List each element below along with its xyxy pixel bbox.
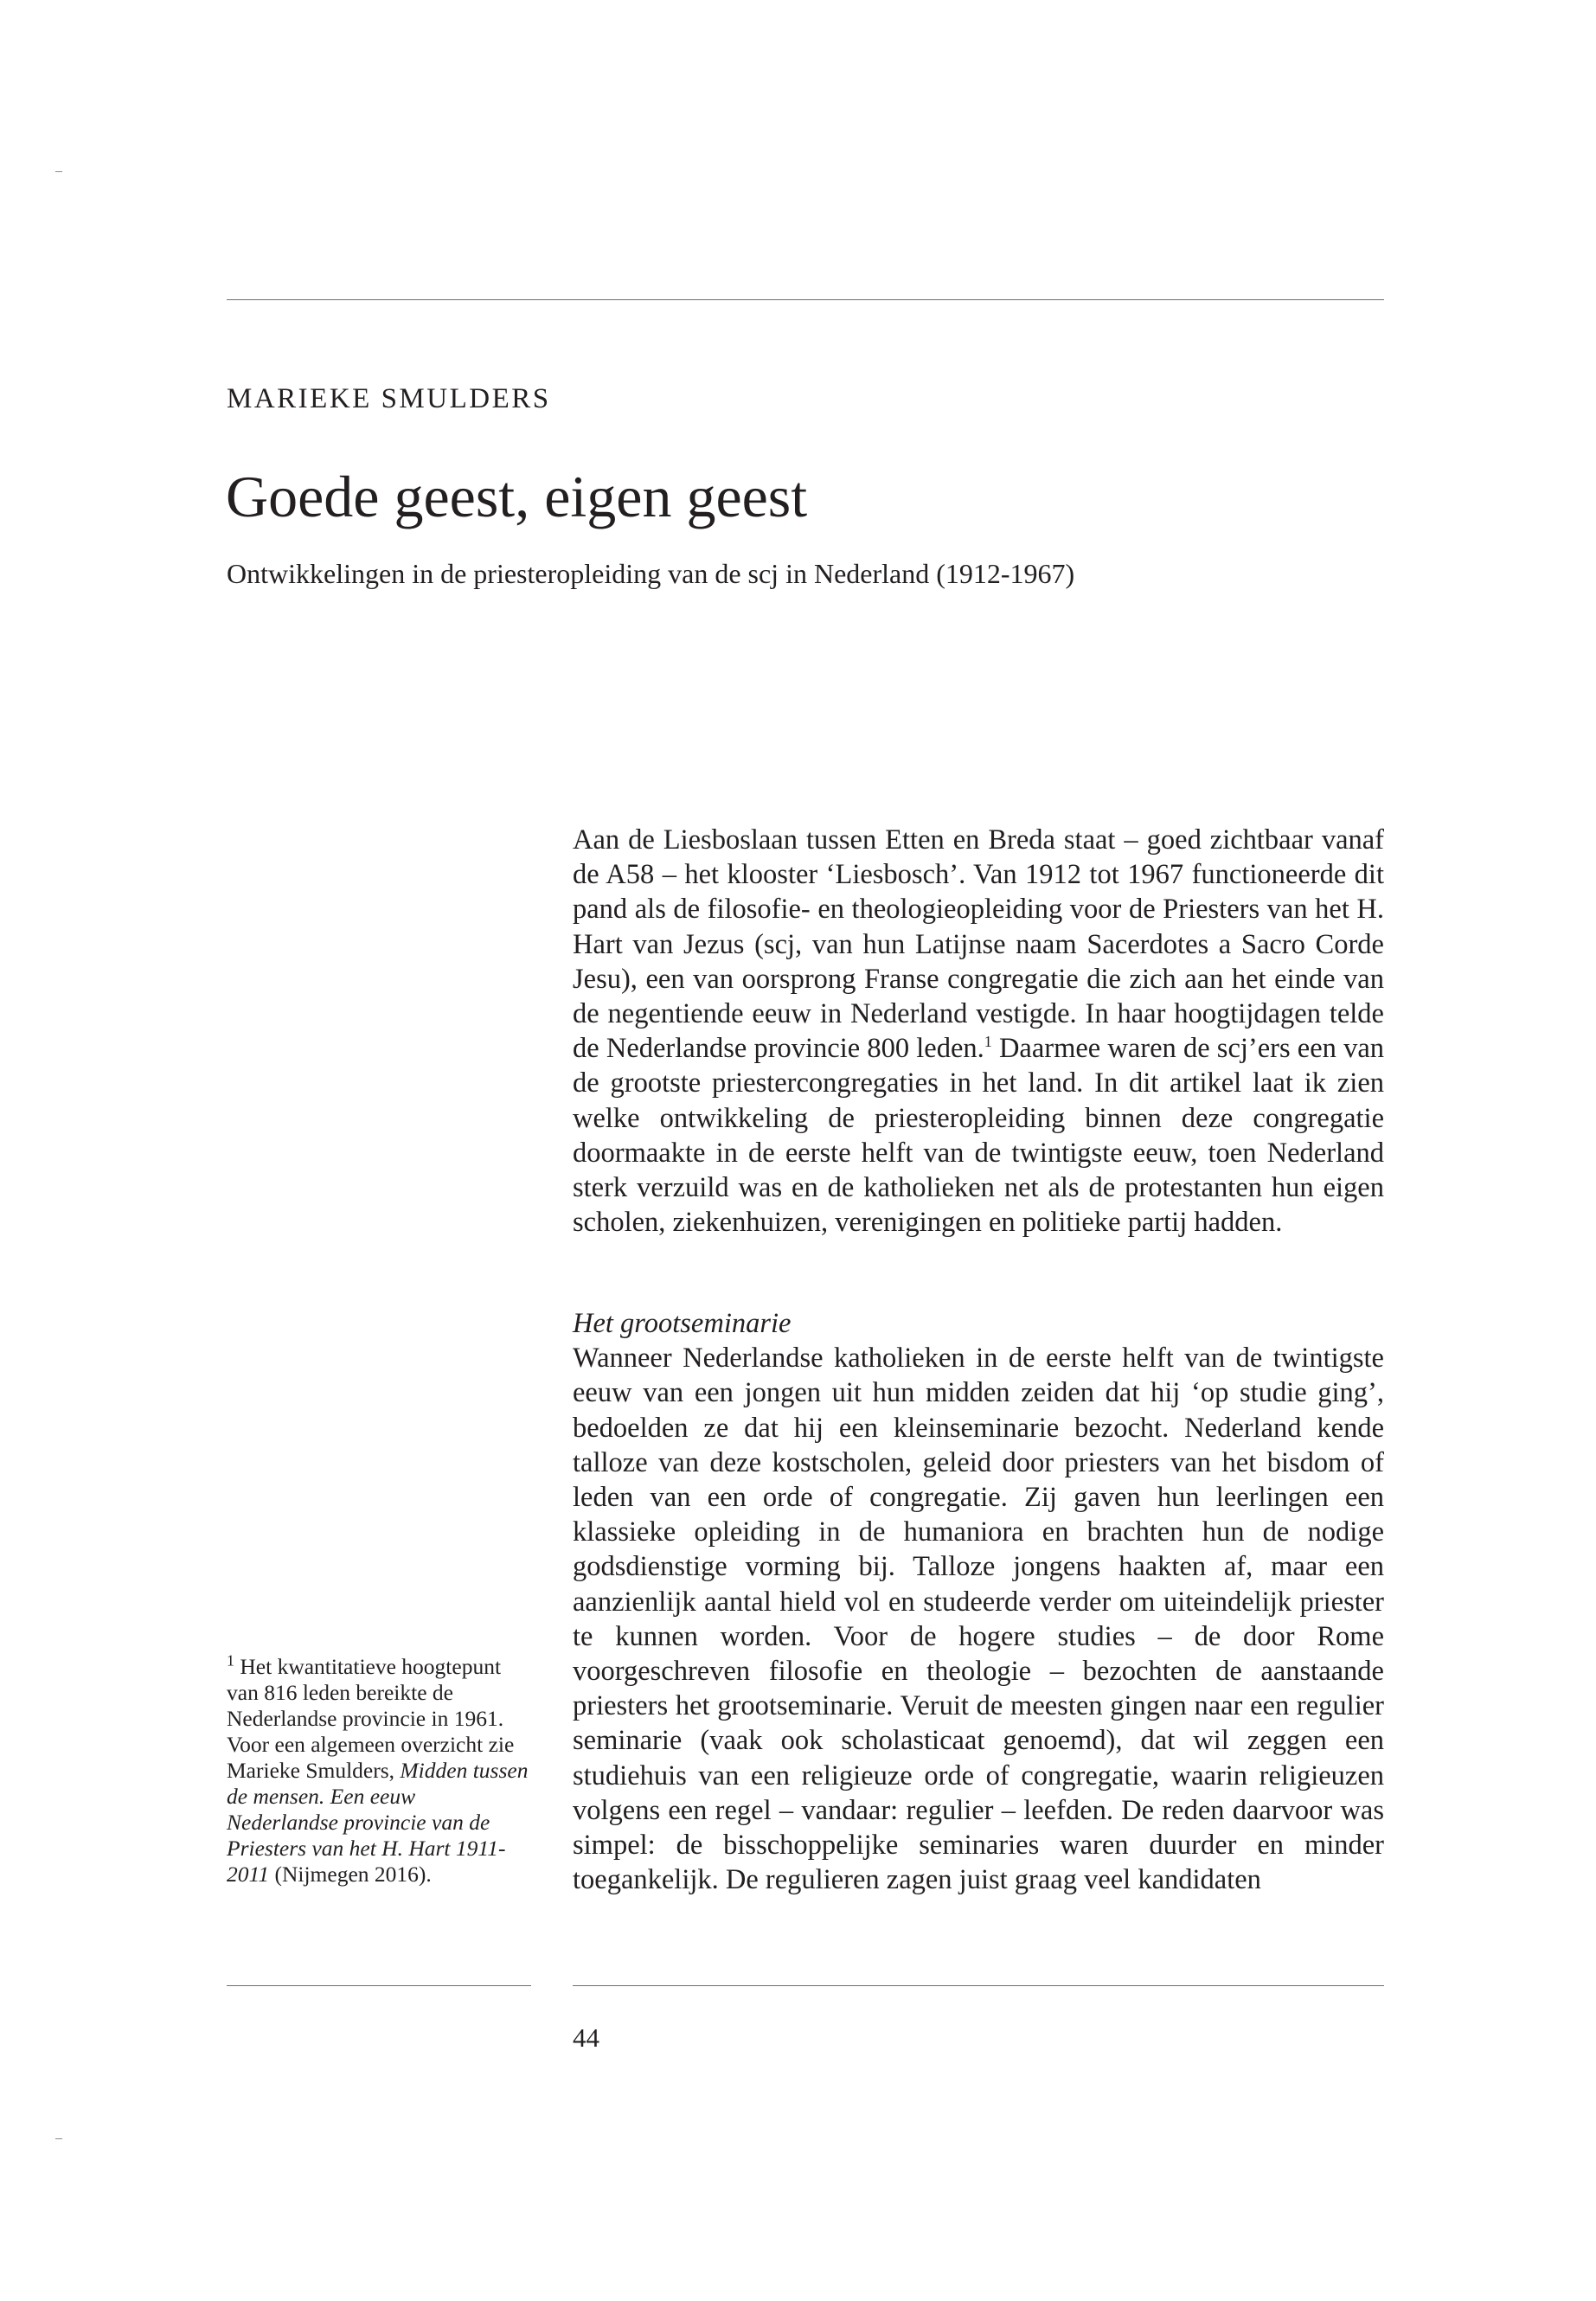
intro-text-part2: Daarmee waren de scj’ers een van de grootste priestercongregaties in het land. In dit artikel laat ik zien welke ontwikkeling de priesteropleiding binnen deze congregatie doormaakte in de eerste helft van de twintigste eeuw, toen Nederland sterk verzuild was en de katholieken net als de protestanten hun eigen scholen, ziekenhuizen, verenigingen en politieke partij hadden. xyxy=(573,1033,1384,1239)
footnote-text: Het kwantitatieve hoogtepunt van 816 leden bereikte de Nederlandse provincie in 1961. Voor een algemeen overzicht zie Marieke Smulders, xyxy=(227,1654,515,1783)
intro-text-part1: Aan de Liesboslaan tussen Etten en Breda staat – goed zichtbaar vanaf de A58 – het klooster ‘Liesbosch’. Van 1912 tot 1967 functioneerde dit pand als de filosofie- en theologieopleiding voor de Priesters van het H. Hart van Jezus (scj, van hun Latijnse naam Sacerdotes a Sacro Corde Jesu), een van oorsprong Franse congregatie die zich aan het einde van de negentiende eeuw in Nederland vestigde. In haar hoogtijdagen telde de Nederlandse provincie 800 leden. xyxy=(573,824,1384,1065)
footnote-text-end: (Nijmegen 2016). xyxy=(269,1862,432,1887)
intro-paragraph xyxy=(573,823,1384,1240)
article-subtitle: Ontwikkelingen in de priesteropleiding van de scj in Nederland (1912-1967) xyxy=(227,558,1075,589)
section-grootseminarie xyxy=(573,1306,1384,1897)
section-paragraph: Wanneer Nederlandse katholieken in de eerste helft van de twintigste eeuw van een jongen uit hun midden zeiden dat hij ‘op studie ging’, bedoelden ze dat hij een kleinseminarie bezocht. Nederland kende talloze van deze kostscholen, geleid door priesters van het bisdom of leden van een orde of congregatie. Zij gaven hun leerlingen een klassieke opleiding in de humaniora en brachten hun de nodige godsdienstige vorming bij. Talloze jongens haakten af, maar een aanzienlijk aantal hield vol en studeerde verder om uiteindelijk priester te kunnen worden. Voor de hogere studies – de door Rome voorgeschreven filosofie en theologie – bezochten de aanstaande priesters het grootseminarie. Veruit de meesten gingen naar een regulier seminarie (vaak ook scholasticaat genoemd), dat wil zeggen een studiehuis van een religieuze orde of congregatie, waarin religieuzen volgens een regel – vandaar: regulier – leefden. De reden daarvoor was simpel: de bisschoppelijke seminaries waren duurder en minder toegankelijk. De regulieren zagen juist graag veel kandidaten xyxy=(573,1343,1384,1896)
footnote-reference[interactable]: 1 xyxy=(984,1033,992,1051)
footnote-citation-title: Midden tussen de mensen. Een eeuw Nederlandse provincie van de Priesters van het H. Hart 1911-2011 xyxy=(227,1758,529,1887)
section-heading: Het grootseminarie xyxy=(573,1308,792,1339)
article-title: Goede geest, eigen geest xyxy=(226,464,808,529)
author-name: MARIEKE SMULDERS xyxy=(227,383,551,414)
page-number: 44 xyxy=(573,2022,599,2053)
crop-mark-bottom-left xyxy=(55,2138,62,2139)
header-rule xyxy=(227,299,1384,300)
crop-mark-top-left xyxy=(55,171,62,172)
footnote-marker: 1 xyxy=(227,1651,234,1670)
footnote-rule xyxy=(227,1985,531,1986)
footer-rule xyxy=(573,1985,1384,1986)
footnote-1 xyxy=(227,1651,531,1888)
